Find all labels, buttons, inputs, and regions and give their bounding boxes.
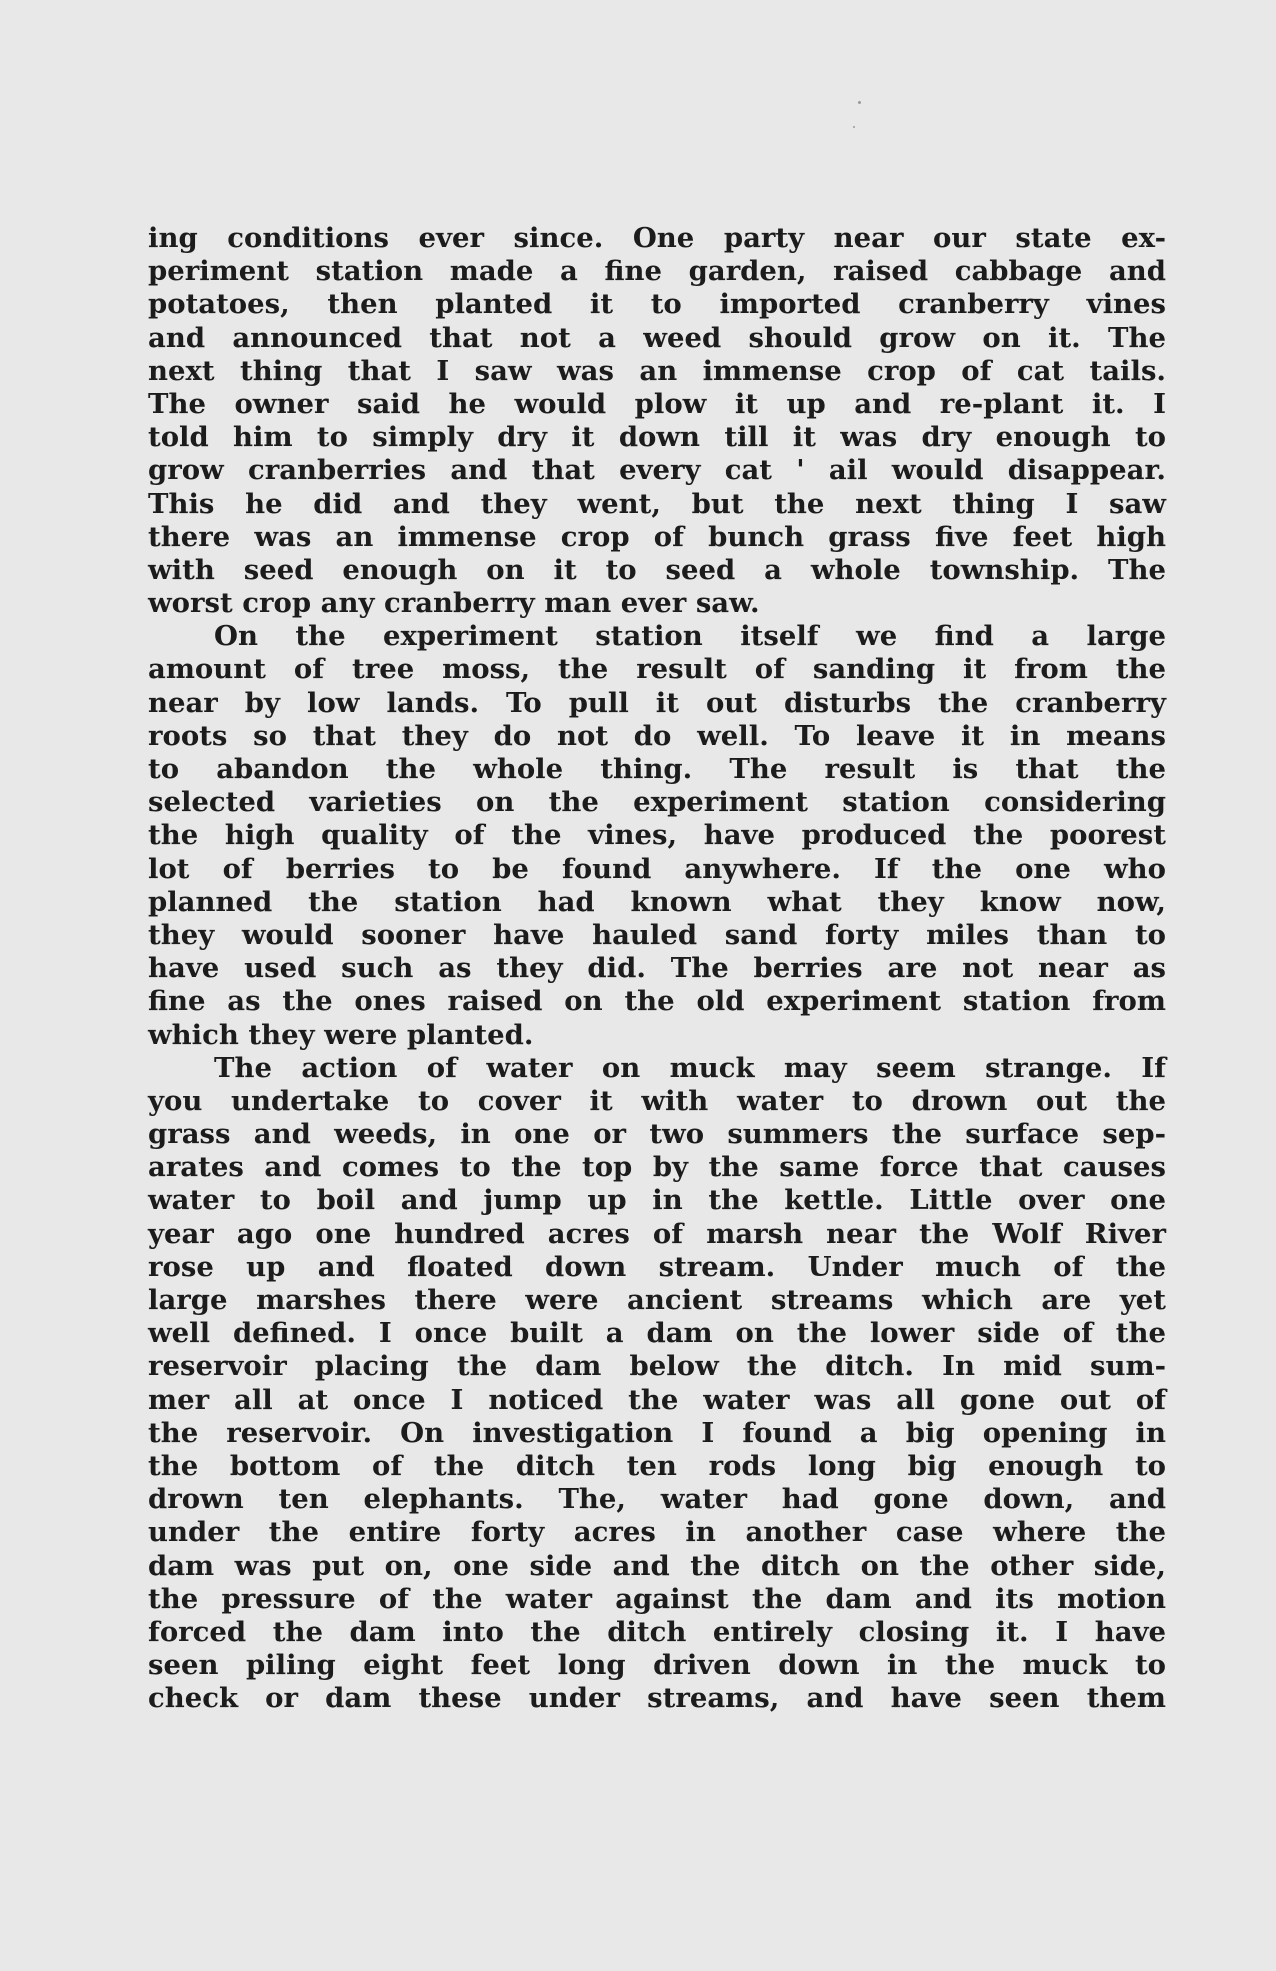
- text-line: seen piling eight feet long driven down in the muck to: [148, 1649, 1166, 1682]
- text-line: forced the dam into the ditch entirely closing it. I have: [148, 1615, 1166, 1648]
- text-line: reservoir placing the dam below the ditch. In mid sum-: [148, 1350, 1166, 1383]
- text-line: the high quality of the vines, have produced the poorest: [148, 819, 1166, 852]
- text-line: the reservoir. On investigation I found a big opening in: [148, 1416, 1166, 1449]
- text-line: there was an immense crop of bunch grass five feet high: [148, 520, 1166, 553]
- text-line: the pressure of the water against the dam and its motion: [148, 1582, 1166, 1615]
- text-line: drown ten elephants. The, water had gone down, and: [148, 1483, 1166, 1516]
- text-line: ing conditions ever since. One party near our state ex-: [148, 222, 1166, 254]
- text-line: selected varieties on the experiment station considering: [148, 786, 1166, 819]
- text-line: amount of tree moss, the result of sanding it from the: [148, 653, 1166, 686]
- text-line: worst crop any cranberry man ever saw.: [148, 587, 760, 620]
- text-line: periment station made a fine garden, raised cabbage and: [148, 255, 1166, 288]
- body-text: [148, 222, 1166, 1715]
- scan-speck: [858, 101, 861, 104]
- text-line: have used such as they did. The berries are not near as: [148, 952, 1166, 985]
- text-line: large marshes there were ancient streams which are yet: [148, 1284, 1166, 1316]
- paragraph: [148, 620, 1166, 1051]
- text-line: arates and comes to the top by the same force that causes: [148, 1151, 1166, 1184]
- text-line: fine as the ones raised on the old experiment station from: [148, 985, 1166, 1018]
- text-line: water to boil and jump up in the kettle. Little over one: [148, 1184, 1166, 1217]
- text-line: to abandon the whole thing. The result is that the: [148, 753, 1166, 785]
- text-line: told him to simply dry it down till it was dry enough to: [148, 421, 1166, 454]
- text-line: near by low lands. To pull it out disturbs the cranberry: [148, 686, 1166, 719]
- text-line: and announced that not a weed should grow on it. The: [148, 321, 1166, 354]
- text-line: next thing that I saw was an immense crop of cat tails.: [148, 354, 1166, 387]
- text-line: This he did and they went, but the next thing I saw: [148, 487, 1166, 520]
- text-line: On the experiment station itself we find a large: [214, 620, 1166, 653]
- text-line: planned the station had known what they know now,: [148, 885, 1166, 918]
- text-line: you undertake to cover it with water to drown out the: [148, 1084, 1166, 1117]
- text-line: roots so that they do not do well. To leave it in means: [148, 719, 1166, 752]
- text-line: under the entire forty acres in another case where the: [148, 1516, 1166, 1549]
- scan-speck: [853, 126, 855, 128]
- text-line: mer all at once I noticed the water was all gone out of: [148, 1383, 1166, 1416]
- text-line: check or dam these under streams, and have seen them: [148, 1682, 1166, 1715]
- text-line: dam was put on, one side and the ditch on the other side,: [148, 1549, 1166, 1582]
- text-line: they would sooner have hauled sand forty miles than to: [148, 918, 1166, 951]
- text-line: grow cranberries and that every cat ' ail would disappear.: [148, 454, 1166, 487]
- text-line: year ago one hundred acres of marsh near the Wolf River: [148, 1217, 1166, 1250]
- text-line: the bottom of the ditch ten rods long big enough to: [148, 1449, 1166, 1482]
- text-line: rose up and floated down stream. Under much of the: [148, 1250, 1166, 1283]
- text-line: with seed enough on it to seed a whole township. The: [148, 553, 1166, 586]
- text-line: which they were planted.: [148, 1018, 534, 1051]
- paragraph: [148, 222, 1166, 620]
- text-line: The action of water on muck may seem strange. If: [214, 1051, 1166, 1084]
- text-line: well defined. I once built a dam on the lower side of the: [148, 1317, 1166, 1350]
- text-line: The owner said he would plow it up and re-plant it. I: [148, 387, 1166, 420]
- text-line: potatoes, then planted it to imported cranberry vines: [148, 288, 1166, 321]
- text-line: grass and weeds, in one or two summers the surface sep-: [148, 1118, 1166, 1151]
- text-line: lot of berries to be found anywhere. If the one who: [148, 852, 1166, 885]
- paragraph: [148, 1052, 1166, 1716]
